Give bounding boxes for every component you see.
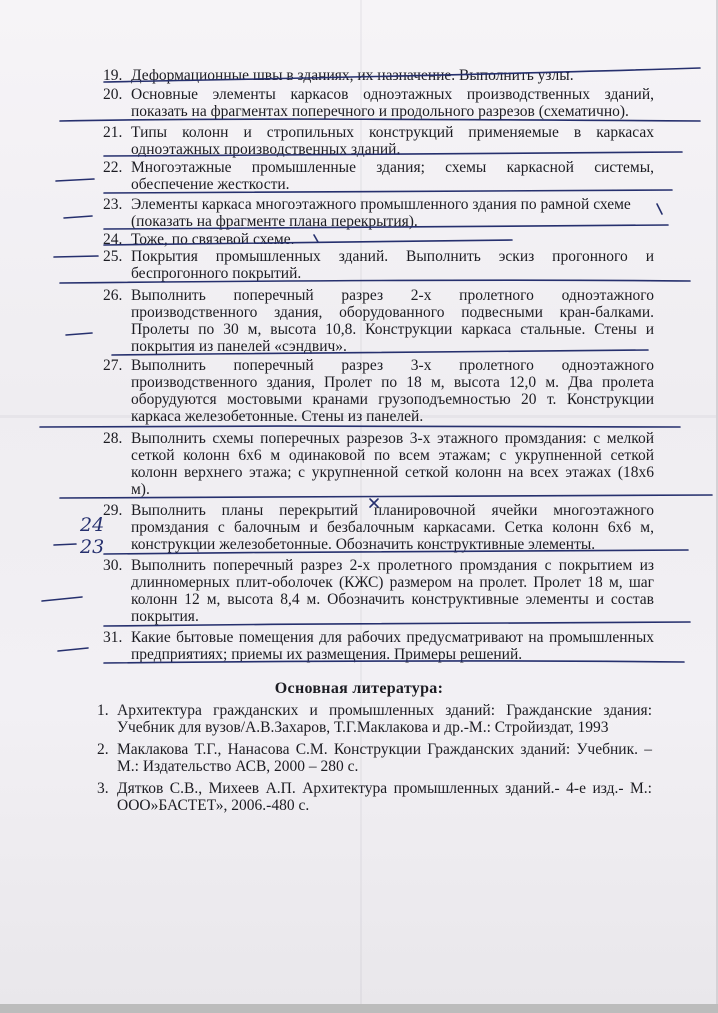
- question-text-line: производственного здания, Пролет по 18 м, высота 12,0 м. Два пролета: [131, 374, 654, 391]
- question-text-line: промздания с балочным и безбалочным каркасами. Сетка колонн 6х6 м,: [131, 519, 654, 536]
- literature-number: 1.: [97, 702, 109, 719]
- question-text-line: колонн верхнего этажа; с укрупненной сеткой колонн на всех этажах (18х6: [131, 464, 654, 481]
- question-text-line: покрытия из панелей «сэндвич».: [131, 338, 347, 355]
- question-text-line: колонн 12 м, высота 8,4 м. Обозначить конструктивные элементы и состав: [131, 591, 654, 608]
- question-text-line: (показать на фрагменте плана перекрытия).: [131, 213, 418, 230]
- literature-number: 2.: [97, 741, 109, 758]
- question-text-line: беспрогонного покрытий.: [131, 265, 302, 282]
- literature-text-line: Маклакова Т.Г., Нанасова С.М. Конструкции Гражданских зданий: Учебник. –: [117, 741, 652, 758]
- literature-text-line: Учебник для вузов/А.В.Захаров, Т.Г.Маклакова и др.-М.: Стройиздат, 1993: [117, 719, 609, 736]
- question-number: 28.: [103, 430, 123, 447]
- question-number: 30.: [103, 557, 123, 574]
- question-text-line: Какие бытовые помещения для рабочих предусматривают на промышленных: [131, 629, 654, 646]
- question-text-line: предприятиях; приемы их размещения. Примеры решений.: [131, 646, 523, 663]
- question-text-line: Элементы каркаса многоэтажного промышленного здания по рамной схеме: [131, 196, 631, 213]
- question-text-line: покрытия.: [131, 608, 199, 625]
- question-number: 21.: [103, 124, 123, 141]
- question-text-line: Выполнить поперечный разрез 3-х пролетного одноэтажного: [131, 357, 654, 374]
- question-text-line: сеткой колонн 6х6 м одинаковой по всем этажам; с укрупненной сеткой: [131, 447, 654, 464]
- question-text-line: Тоже, по связевой схеме.: [131, 231, 295, 248]
- question-text-line: Пролеты по 30 м, высота 10,8. Конструкции каркаса стальные. Стены и: [131, 321, 654, 338]
- literature-text-line: Архитектура гражданских и промышленных зданий: Гражданские здания:: [117, 702, 652, 719]
- question-text-line: длинномерных плит-оболочек (КЖС) размером на пролет. Пролет 18 м, шаг: [131, 574, 654, 591]
- question-text-line: оборудуются мостовыми кранами грузоподъемностью 20 т. Конструкции: [131, 391, 654, 408]
- question-text-line: одноэтажных производственных зданий.: [131, 141, 401, 158]
- margin-note-23: 23: [80, 536, 105, 558]
- question-text-line: Основные элементы каркасов одноэтажных производственных зданий,: [131, 86, 654, 103]
- literature-text-line: Дятков С.В., Михеев А.П. Архитектура промышленных зданий.- 4-е изд.- М.:: [117, 780, 652, 797]
- literature-heading: Основная литература:: [274, 680, 444, 697]
- question-text-line: показать на фрагментах поперечного и продольного разрезов (схематично).: [131, 103, 629, 120]
- question-text-line: Деформационные швы в зданиях, их назначение. Выполнить узлы.: [131, 67, 574, 84]
- literature-text-line: М.: Издательство АСВ, 2000 – 280 с.: [117, 758, 359, 775]
- question-text-line: конструкции железобетонные. Обозначить конструктивные элементы.: [131, 536, 596, 553]
- question-text-line: каркаса железобетонные. Стены из панелей.: [131, 408, 424, 425]
- question-number: 27.: [103, 357, 123, 374]
- question-text-line: Выполнить поперечный разрез 2-х пролетного одноэтажного: [131, 287, 654, 304]
- question-number: 26.: [103, 287, 123, 304]
- question-number: 19.: [103, 67, 123, 84]
- question-text-line: производственного здания, оборудованного подвесными кран-балками.: [131, 304, 654, 321]
- question-number: 31.: [103, 629, 123, 646]
- question-number: 23.: [103, 196, 123, 213]
- question-text-line: Покрытия промышленных зданий. Выполнить эскиз прогонного и: [131, 248, 654, 265]
- question-text-line: Выполнить поперечный разрез 2-х пролетного промздания с покрытием из: [131, 557, 654, 574]
- question-number: 20.: [103, 86, 123, 103]
- question-text-line: Выполнить схемы поперечных разрезов 3-х этажного промздания: с мелкой: [131, 430, 654, 447]
- question-text-line: Выполнить планы перекрытий планировочной ячейки многоэтажного: [131, 502, 654, 519]
- literature-text-line: ООО»БАСТЕТ», 2006.-480 с.: [117, 797, 310, 814]
- question-number: 24.: [103, 231, 123, 248]
- question-text-line: обеспечение жесткости.: [131, 176, 290, 193]
- question-text-line: Типы колонн и стропильных конструкций применяемые в каркасах: [131, 124, 654, 141]
- question-number: 22.: [103, 159, 123, 176]
- question-text-line: Многоэтажные промышленные здания; схемы каркасной системы,: [131, 159, 654, 176]
- margin-note-24: 24: [80, 514, 105, 536]
- literature-number: 3.: [97, 780, 109, 797]
- question-number: 25.: [103, 248, 123, 265]
- scan-border: [0, 1004, 718, 1013]
- question-number: 29.: [103, 502, 123, 519]
- question-text-line: м).: [131, 481, 150, 498]
